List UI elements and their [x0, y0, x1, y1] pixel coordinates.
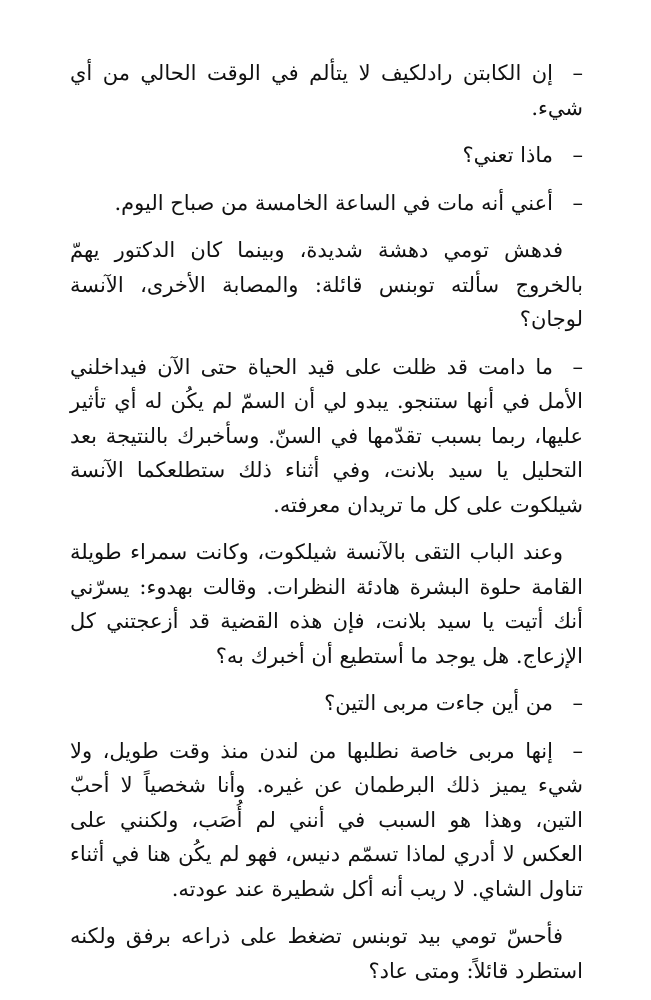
paragraph-text: أعني أنه مات في الساعة الخامسة من صباح اليوم. — [114, 190, 553, 215]
dialogue-dash: – — [572, 691, 583, 715]
dialogue-paragraph — [70, 186, 583, 221]
paragraph-text: ماذا تعني؟ — [462, 143, 553, 167]
paragraph-text: من أين جاءت مربى التين؟ — [324, 691, 553, 715]
dialogue-paragraph — [70, 138, 583, 173]
dialogue-paragraph — [70, 56, 583, 125]
paragraph-text: ما دامت قد ظلت على قيد الحياة حتى الآن فيداخلني الأمل في أنها ستنجو. يبدو لي أن السمّ لم يكُن له أي تأثير عليها، ربما بسبب تقدّمها في السنّ. وسأخبرك بالنتيجة بعد التحليل يا سيد بلانت، وفي أثناء ذلك ستطلعكما الآنسة شيلكوت على كل ما تريدان معرفته. — [70, 354, 583, 517]
dialogue-dash: – — [572, 190, 583, 215]
dialogue-dash: – — [572, 354, 583, 379]
paragraph-text: إنها مربى خاصة نطلبها من لندن منذ وقت طويل، ولا شيء يميز ذلك البرطمان عن غيره. وأنا شخصياً لا أحبّ التين، وهذا هو السبب في أنني لم أُصَب، ولكنني على العكس لا أدري لماذا تسمّم دنيس، فهو لم يكُن هنا في أثناء تناول الشاي. لا ريب أنه أكل شطيرة عند عودته. — [70, 738, 583, 901]
narration-paragraph — [70, 919, 583, 988]
dialogue-paragraph — [70, 350, 583, 523]
paragraph-text: وعند الباب التقى بالآنسة شيلكوت، وكانت سمراء طويلة القامة حلوة البشرة هادئة النظرات. وقالت بهدوء: يسرّني أنك أتيت يا سيد بلانت، فإن هذه القضية قد أزعجتني كل الإزعاج. هل يوجد ما أستطيع أن أخبرك به؟ — [70, 540, 583, 668]
paragraph-text: فدهش تومي دهشة شديدة، وبينما كان الدكتور يهمّ بالخروج سألته توبنس قائلة: والمصابة الأخرى، الآنسة لوجان؟ — [70, 238, 583, 331]
dialogue-dash: – — [572, 143, 583, 167]
dialogue-paragraph — [70, 686, 583, 721]
narration-paragraph — [70, 535, 583, 673]
paragraph-text: إن الكابتن رادلكيف لا يتألم في الوقت الحالي من أي شيء. — [70, 61, 583, 120]
paragraph-text: فأحسّ تومي بيد توبنس تضغط على ذراعه برفق ولكنه استطرد قائلاً: ومتى عاد؟ — [70, 924, 583, 983]
dialogue-dash: – — [572, 738, 583, 763]
dialogue-paragraph — [70, 734, 583, 907]
dialogue-dash: – — [572, 61, 583, 85]
narration-paragraph — [70, 233, 583, 337]
